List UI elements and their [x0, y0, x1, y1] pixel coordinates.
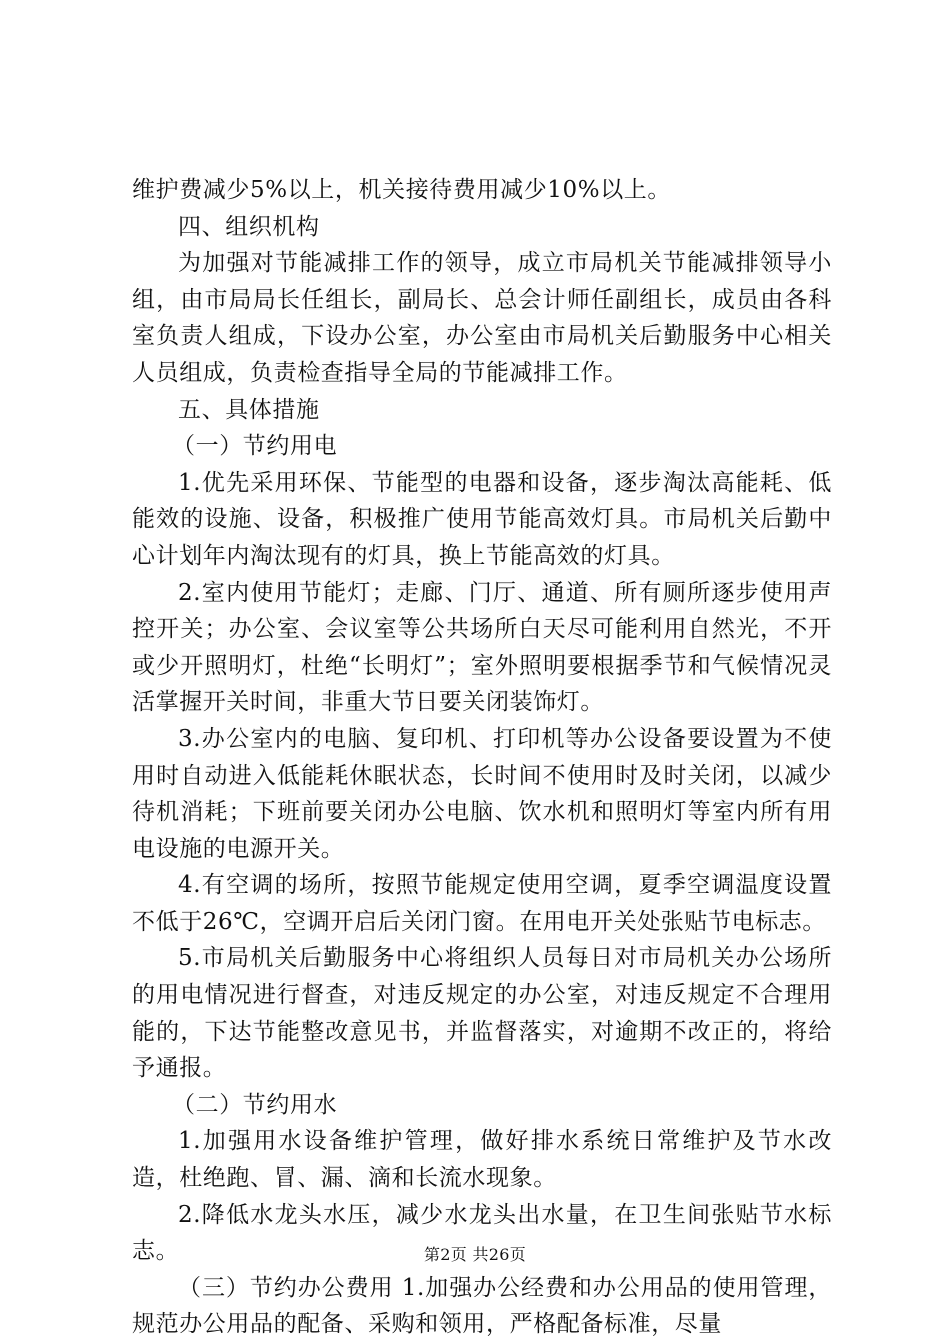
paragraph-electricity-1: 1.优先采用环保、节能型的电器和设备，逐步淘汰高能耗、低能效的设施、设备，积极推广使用节能高效灯具。市局机关后勤中心计划年内淘汰现有的灯具，换上节能高效的灯具。	[132, 469, 832, 569]
paragraph-electricity-5: 5.市局机关后勤服务中心将组织人员每日对市局机关办公场所的用电情况进行督查，对违反规定的办公室，对违反规定不合理用能的，下达节能整改意见书，并监督落实，对逾期不改正的，将给予通报。	[132, 945, 832, 1082]
paragraph-office-costs: （三）节约办公费用 1.加强办公经费和办公用品的使用管理，规范办公用品的配备、采购和领用，严格配备标准，尽量	[132, 1274, 832, 1338]
paragraph-water-2: 2.降低水龙头水压，减少水龙头出水量，在卫生间张贴节水标志。	[132, 1201, 832, 1265]
paragraph-organization: 为加强对节能减排工作的领导，成立市局机关节能减排领导小组，由市局局长任组长，副局长、总会计师任副组长，成员由各科室负责人组成，下设办公室，办公室由市局机关后勤服务中心相关人员组成，负责检查指导全局的节能减排工作。	[132, 250, 832, 386]
heading-organization: 四、组织机构	[178, 213, 320, 240]
paragraph-continuation: 维护费减少5%以上，机关接待费用减少10%以上。	[132, 177, 672, 203]
page-footer	[0, 1242, 950, 1265]
subheading-save-electricity: （一）节约用电	[172, 433, 338, 460]
document-body	[132, 172, 832, 1343]
paragraph-electricity-3: 3.办公室内的电脑、复印机、打印机等办公设备要设置为不使用时自动进入低能耗休眠状态，长时间不使用时及时关闭，以减少待机消耗；下班前要关闭办公电脑、饮水机和照明灯等室内所有用电设施的电源开关。	[132, 725, 832, 862]
subheading-save-water: （二）节约用水	[172, 1091, 338, 1118]
paragraph-water-1: 1.加强用水设备维护管理，做好排水系统日常维护及节水改造，杜绝跑、冒、漏、滴和长流水现象。	[132, 1128, 832, 1192]
page-number: 第2页 共26页	[423, 1245, 527, 1264]
paragraph-electricity-2: 2.室内使用节能灯；走廊、门厅、通道、所有厕所逐步使用声控开关；办公室、会议室等公共场所白天尽可能利用自然光，不开或少开照明灯，杜绝“长明灯”；室外照明要根据季节和气候情况灵活掌握开关时间，非重大节日要关闭装饰灯。	[132, 579, 832, 716]
paragraph-electricity-4: 4.有空调的场所，按照节能规定使用空调，夏季空调温度设置不低于26℃，空调开启后关闭门窗。在用电开关处张贴节电标志。	[132, 872, 832, 935]
heading-measures: 五、具体措施	[178, 396, 320, 423]
